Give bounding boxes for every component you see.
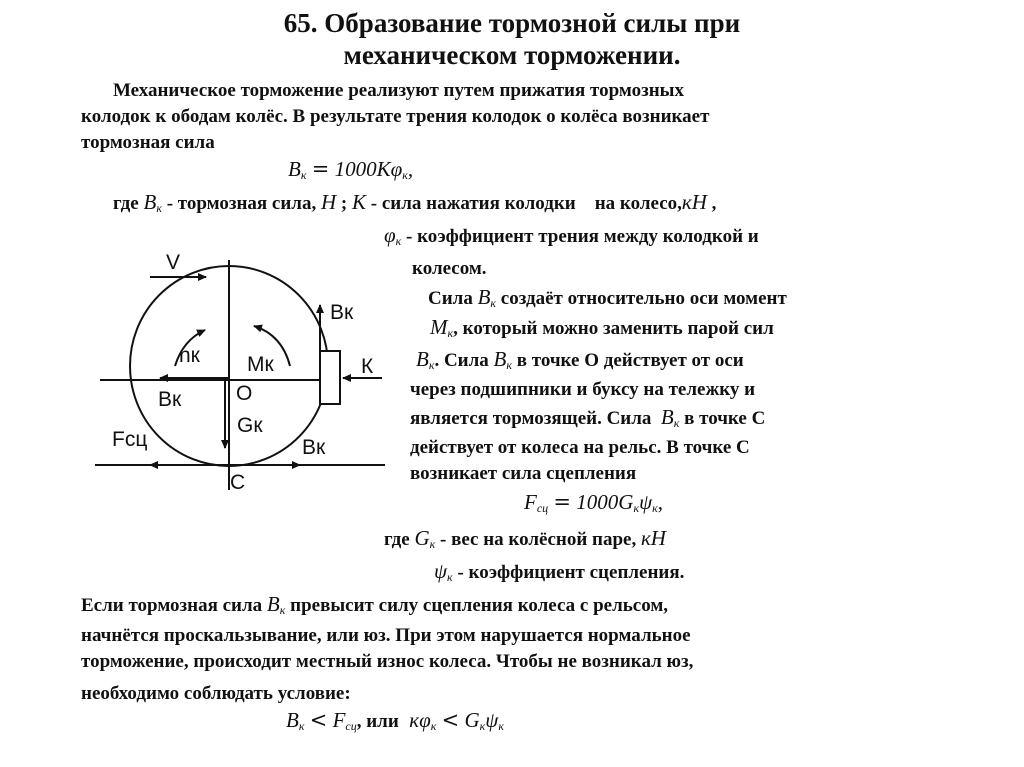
adhesion-force-formula: $F_{сц} = 1000G_к\psi_к$, [524, 490, 663, 515]
intro-line-3: тормозная сила [81, 132, 215, 153]
definition-wheelset-weight: где $G_к$ - вес на колёсной паре, кН [384, 526, 666, 551]
moment-line-7: возникает сила сцепления [410, 463, 637, 484]
page-title-line-1: 65. Образование тормозной силы при [283, 8, 741, 38]
label-o: O [236, 382, 253, 405]
definition-friction-coefficient: $\varphi_к$ - коэффициент трения между колодкой и [384, 223, 759, 248]
label-k: К [361, 355, 374, 378]
label-fsc: Fсц [112, 428, 148, 451]
moment-line-2: $M_к$, который можно заменить парой сил [430, 315, 774, 340]
label-c: C [230, 471, 246, 494]
definition-adhesion-coefficient: $\psi_к$ - коэффициент сцепления. [434, 559, 685, 584]
skid-line-3: торможение, происходит местный износ колеса. Чтобы не возникал юз, [81, 651, 694, 672]
moment-line-5: является тормозящей. Сила $B_к$ в точке С [410, 405, 766, 430]
intro-line-1: Механическое торможение реализуют путем прижатия тормозных [113, 80, 684, 101]
definition-friction-coefficient-cont: колесом. [412, 258, 487, 279]
skid-line-4: необходимо соблюдать условие: [81, 683, 351, 704]
label-gk: Gк [237, 414, 263, 437]
intro-line-2: колодок к ободам колёс. В результате трения колодок о колёса возникает [81, 106, 710, 127]
label-nk: nк [179, 344, 200, 367]
label-v: V [166, 251, 181, 274]
braking-force-formula: $B_к = 1000K\varphi_к$, [288, 157, 414, 182]
no-skid-condition-formula: $B_к < F_{сц}$, или $к\varphi_к < G_к\psi_к$ [286, 708, 504, 733]
label-bk-top: Bк [330, 301, 354, 324]
moment-line-3: $B_к$. Сила $B_к$ в точке О действует от оси [416, 347, 744, 372]
skid-line-1: Если тормозная сила $B_к$ превысит силу сцепления колеса с рельсом, [81, 592, 669, 617]
label-bk-bottom: Bк [302, 436, 326, 459]
label-bk-left: Bк [158, 388, 182, 411]
moment-line-4: через подшипники и буксу на тележку и [410, 379, 756, 400]
page-title-line-2: механическом торможении. [343, 40, 681, 70]
definition-braking-force: где $B_к$ - тормозная сила, H ; K - сила нажатия колодки на колесо,кН , [113, 190, 717, 215]
brake-shoe [320, 351, 340, 404]
label-mk: Mк [247, 353, 274, 376]
skid-line-2: начнётся проскальзывание, или юз. При этом нарушается нормальное [81, 625, 691, 646]
moment-line-6: действует от колеса на рельс. В точке С [410, 437, 750, 458]
moment-line-1: Сила $B_к$ создаёт относительно оси момент [428, 285, 787, 310]
